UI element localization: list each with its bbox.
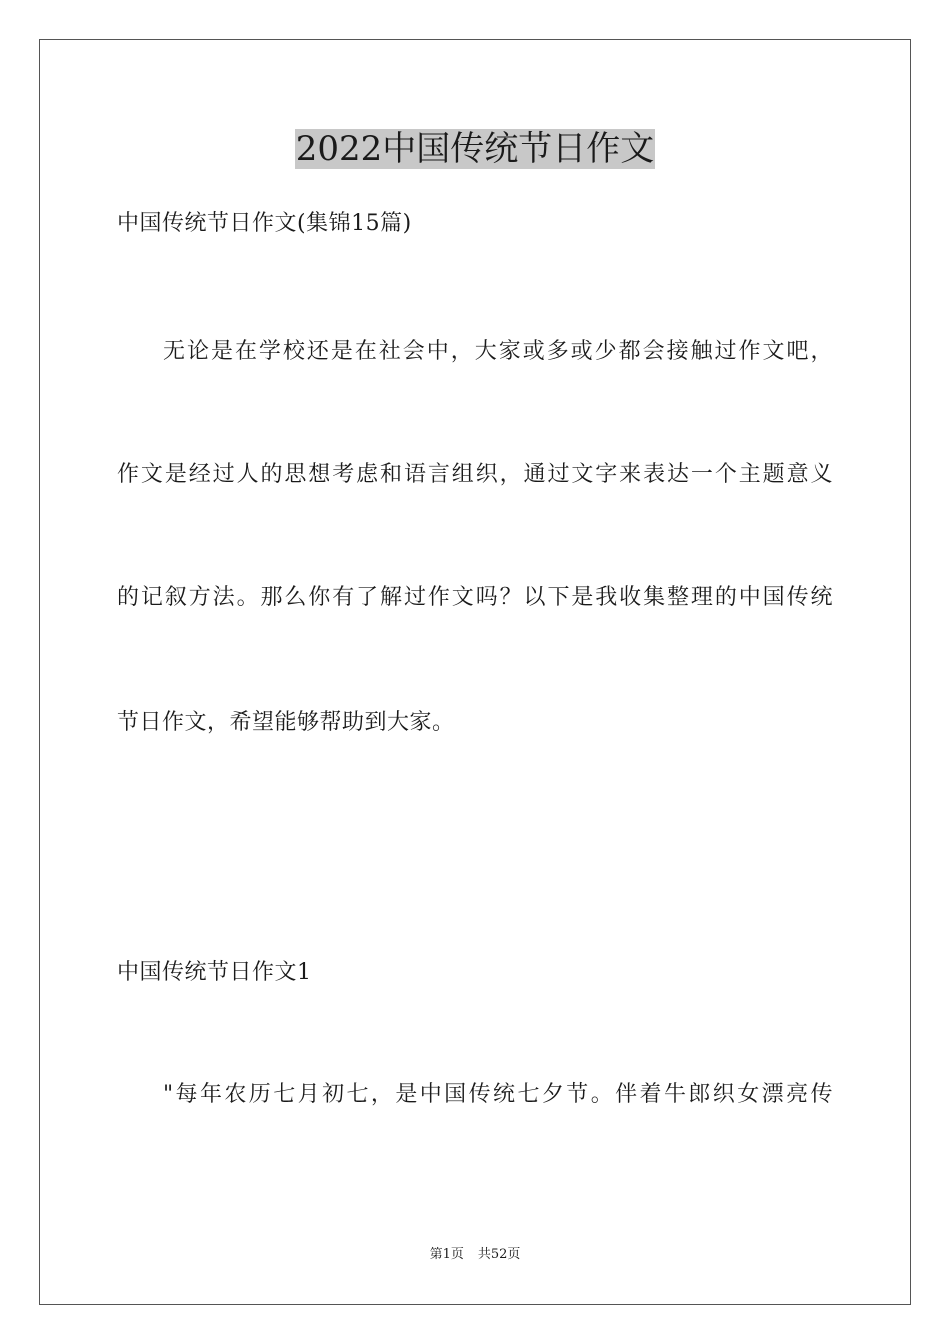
page-total: 共52页 [477, 1247, 521, 1262]
paragraph-line: 节日作文，希望能够帮助到大家。 [117, 710, 455, 735]
document-title [0, 128, 950, 170]
paragraph-line: "每年农历七月初七，是中国传统七夕节。伴着牛郎织女漂亮传 [163, 1082, 833, 1107]
section-heading: 中国传统节日作文1 [117, 960, 312, 985]
paragraph-line: 无论是在学校还是在社会中，大家或多或少都会接触过作文吧， [163, 339, 833, 364]
document-title-text: 2022中国传统节日作文 [295, 129, 655, 169]
page-footer [0, 1246, 950, 1264]
paragraph-line: 的记叙方法。那么你有了解过作文吗？以下是我收集整理的中国传统 [117, 585, 833, 610]
paragraph-line: 作文是经过人的思想考虑和语言组织，通过文字来表达一个主题意义 [117, 462, 833, 487]
document-subtitle: 中国传统节日作文(集锦15篇) [117, 211, 412, 236]
page-number: 第1页 [429, 1247, 464, 1262]
